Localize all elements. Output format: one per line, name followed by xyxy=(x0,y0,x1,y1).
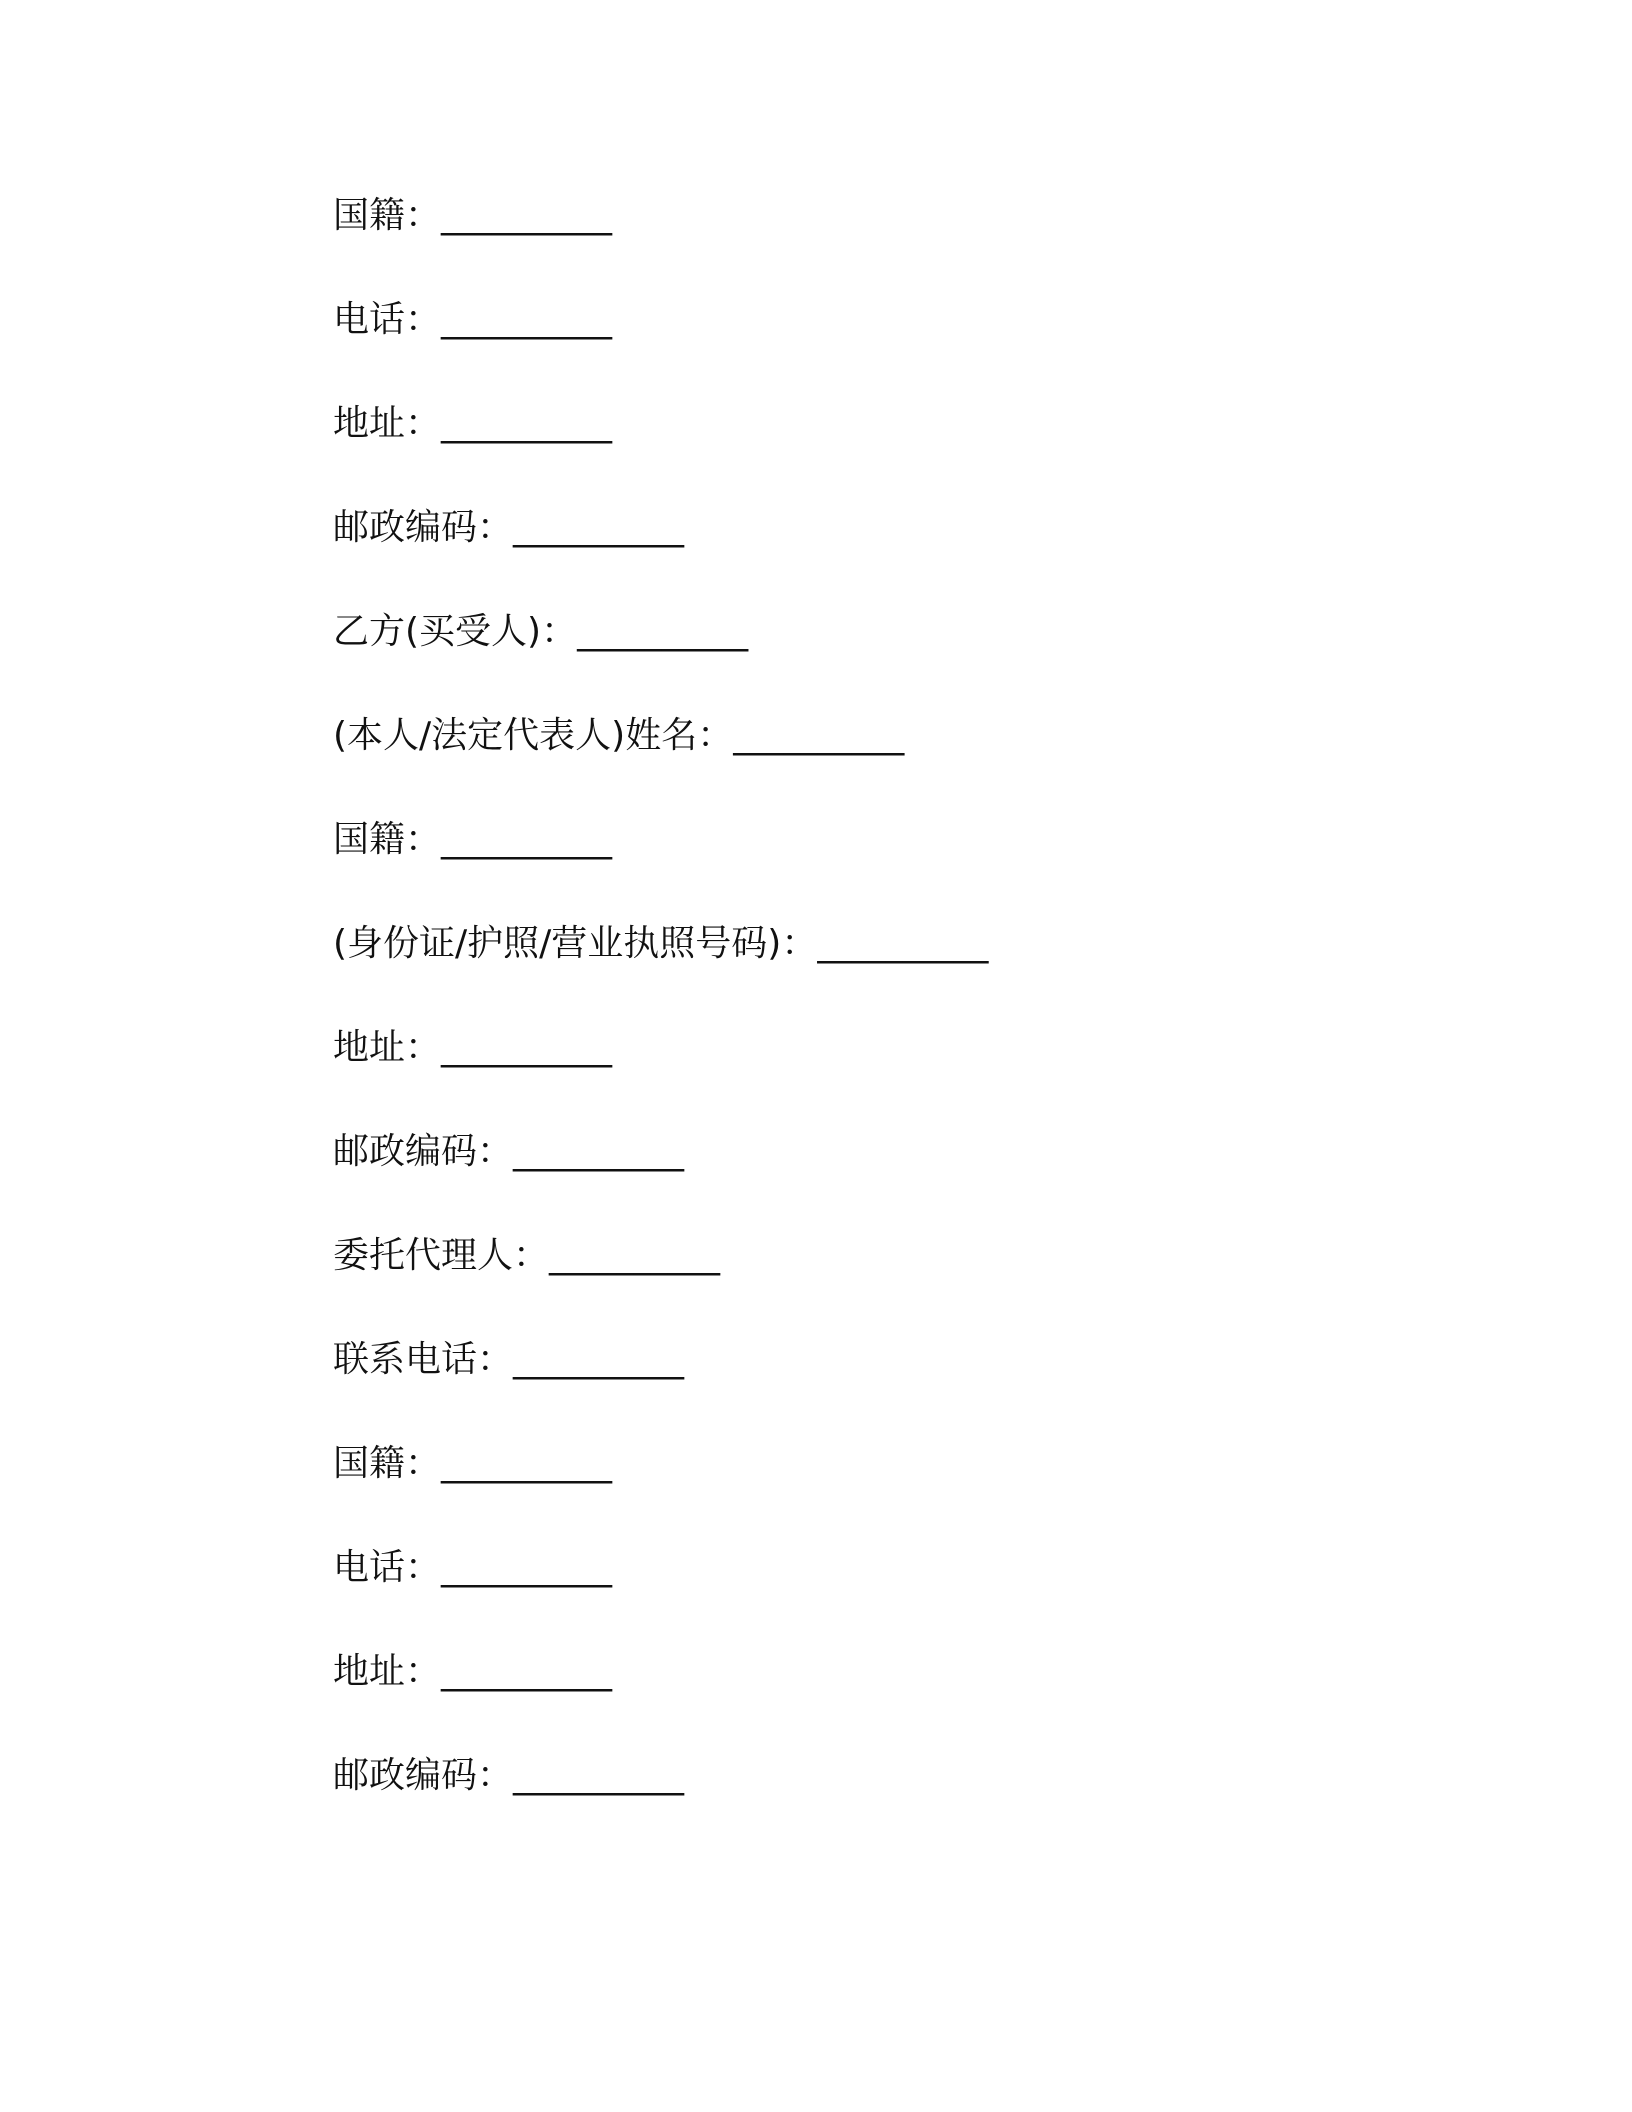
field-label: 邮政编码： xyxy=(333,507,514,548)
fill-blank: __________ xyxy=(441,299,612,340)
field-nationality xyxy=(333,812,1333,916)
fill-blank: __________ xyxy=(817,923,988,964)
contract-party-fields xyxy=(333,188,1333,1852)
field-contact-phone xyxy=(333,1332,1333,1436)
field-party-b-buyer xyxy=(333,604,1333,708)
fill-blank: __________ xyxy=(513,1131,684,1172)
fill-blank: __________ xyxy=(441,1547,612,1588)
field-agent xyxy=(333,1228,1333,1332)
field-label: 电话： xyxy=(333,299,442,340)
field-representative-name xyxy=(333,708,1333,812)
field-postal-code xyxy=(333,1748,1333,1852)
field-label: 邮政编码： xyxy=(333,1131,514,1172)
field-nationality xyxy=(333,188,1333,292)
field-address xyxy=(333,1020,1333,1124)
fill-blank: __________ xyxy=(513,507,684,548)
field-label: (身份证/护照/营业执照号码)： xyxy=(333,923,818,964)
field-nationality xyxy=(333,1436,1333,1540)
fill-blank: __________ xyxy=(441,819,612,860)
fill-blank: __________ xyxy=(441,403,612,444)
fill-blank: __________ xyxy=(513,1339,684,1380)
fill-blank: __________ xyxy=(577,611,748,652)
field-label: 地址： xyxy=(333,1027,442,1068)
field-phone xyxy=(333,292,1333,396)
field-label: 邮政编码： xyxy=(333,1755,514,1796)
field-label: (本人/法定代表人)姓名： xyxy=(333,715,734,756)
fill-blank: __________ xyxy=(441,1443,612,1484)
fill-blank: __________ xyxy=(441,1651,612,1692)
field-label: 乙方(买受人)： xyxy=(333,611,578,652)
field-phone xyxy=(333,1540,1333,1644)
fill-blank: __________ xyxy=(549,1235,720,1276)
field-label: 地址： xyxy=(333,1651,442,1692)
field-address xyxy=(333,1644,1333,1748)
field-label: 国籍： xyxy=(333,1443,442,1484)
field-postal-code xyxy=(333,500,1333,604)
fill-blank: __________ xyxy=(441,195,612,236)
field-postal-code xyxy=(333,1124,1333,1228)
field-address xyxy=(333,396,1333,500)
field-label: 地址： xyxy=(333,403,442,444)
field-label: 国籍： xyxy=(333,819,442,860)
field-label: 联系电话： xyxy=(333,1339,514,1380)
fill-blank: __________ xyxy=(513,1755,684,1796)
field-id-number xyxy=(333,916,1333,1020)
field-label: 电话： xyxy=(333,1547,442,1588)
fill-blank: __________ xyxy=(441,1027,612,1068)
field-label: 国籍： xyxy=(333,195,442,236)
fill-blank: __________ xyxy=(733,715,904,756)
field-label: 委托代理人： xyxy=(333,1235,550,1276)
